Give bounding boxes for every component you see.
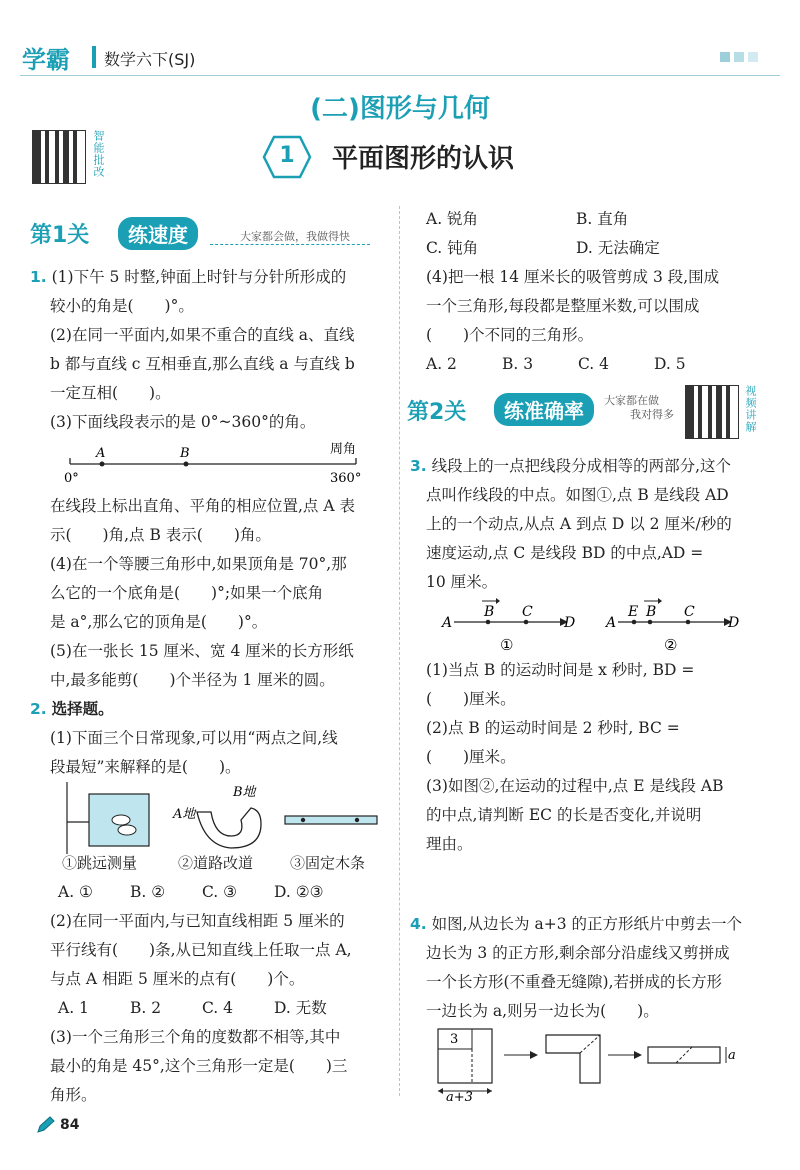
level-2-slogan-2: 我对得多 (630, 408, 674, 421)
q2-1-line1: (1)下面三个日常现象,可以用“两点之间,线 (50, 729, 338, 747)
section-title: (二)图形与几何 (310, 94, 490, 124)
q3-3-line3: 理由。 (426, 835, 473, 853)
option[interactable]: B. 3 (502, 355, 534, 373)
q4-line2: 边长为 3 的正方形,剩余部分沿虚线又剪拼成 (426, 944, 730, 962)
option[interactable]: D. 无数 (274, 999, 327, 1017)
zero-degree-label: 0° (64, 471, 79, 486)
option[interactable]: C. ③ (202, 883, 238, 901)
q2-1-options (30, 878, 390, 907)
q1-4-line1: (4)在一个等腰三角形中,如果顶角是 70°,那 (50, 555, 347, 573)
full-angle-label: 周角 (330, 442, 357, 457)
q2-2-line1: (2)在同一平面内,与已知直线相距 5 厘米的 (50, 912, 345, 930)
q3-2-line2: ( )厘米。 (426, 748, 516, 766)
option[interactable]: A. ① (58, 883, 93, 901)
fig1-point-c: C (522, 604, 533, 620)
right-column-3 (410, 656, 780, 859)
q2-2-line2: 平行线有( )条,从已知直线上任取一点 A, (50, 941, 352, 959)
q3-line1: 线段上的一点把线段分成相等的两部分,这个 (431, 457, 732, 475)
column-divider (399, 206, 400, 1096)
point-b-label: B (180, 446, 190, 461)
q2-4-line2: 一个三角形,每段都是整厘米数,可以围成 (426, 297, 700, 315)
fig1-point-a: A (442, 615, 453, 631)
left-column-3 (30, 878, 390, 1110)
fig1-caption: ① (500, 636, 514, 654)
q2-4-line1: (4)把一根 14 厘米长的吸管剪成 3 段,围成 (426, 268, 720, 286)
q1-3-line1: (3)下面线段表示的是 0°~360°的角。 (50, 413, 316, 431)
q1-5-line2: 中,最多能剪( )个半径为 1 厘米的圆。 (50, 671, 335, 689)
page-number: 84 (60, 1117, 80, 1133)
q3-3-line1: (3)如图②,在运动的过程中,点 E 是线段 AB (426, 777, 724, 795)
level-2-label: 第2关 (407, 400, 467, 425)
option[interactable]: C. 4 (202, 999, 234, 1017)
q1-1-line1: (1)下午 5 时整,钟面上时针与分针所形成的 (51, 268, 347, 286)
q2-2-line3: 与点 A 相距 5 厘米的点有( )个。 (50, 970, 305, 988)
q2-2-options (30, 994, 390, 1023)
qr-label: 智能批改 (92, 130, 105, 178)
option[interactable]: B. 直角 (576, 210, 629, 228)
q3-1-line2: ( )厘米。 (426, 690, 516, 708)
fig4-side-3: 3 (450, 1032, 459, 1047)
q1-4-line3: 是 a°,那么它的顶角是( )°。 (50, 613, 268, 631)
fig2-point-e: E (628, 604, 639, 620)
q4-line1: 如图,从边长为 a+3 的正方形纸片中剪去一个 (431, 915, 742, 933)
q4-line4: 一边长为 a,则另一边长为( )。 (426, 1002, 659, 1020)
q2-4-line3: ( )个不同的三角形。 (426, 326, 594, 344)
q1-1-line2: 较小的角是( )°。 (50, 297, 194, 315)
q3-line3: 上的一个动点,从点 A 到点 D 以 2 厘米/秒的 (426, 515, 732, 533)
fig1-point-d: D (564, 615, 576, 631)
q2-1-line2: 段最短”来解释的是( )。 (50, 758, 241, 776)
angle-segment-diagram (60, 440, 370, 488)
q4-line3: 一个长方形(不重叠无缝隙),若拼成的长方形 (426, 973, 723, 991)
q2-heading: 选择题。 (51, 700, 114, 718)
option[interactable]: C. 钝角 (426, 239, 479, 257)
fig2-point-a: A (606, 615, 617, 631)
option[interactable]: A. 1 (58, 999, 89, 1017)
header-rule (20, 75, 780, 76)
header-square (720, 52, 730, 62)
fig2-point-c: C (684, 604, 695, 620)
left-column (30, 263, 390, 437)
option[interactable]: D. ②③ (274, 883, 324, 901)
q3-line2: 点叫作线段的中点。如图①,点 B 是线段 AD (426, 486, 729, 504)
segment-figures (440, 596, 780, 654)
q3-line5: 10 厘米。 (426, 573, 498, 591)
q1-3-line3: 示( )角,点 B 表示( )角。 (50, 526, 271, 544)
question-number: 3. (410, 457, 427, 475)
option[interactable]: B. ② (130, 883, 166, 901)
qr-label: 视频讲解 (744, 385, 757, 433)
level-1-slogan: 大家都会做，我做得快 (240, 230, 350, 243)
level-2-badge: 练准确率 (494, 393, 594, 426)
header-divider (92, 46, 96, 68)
question-number: 4. (410, 915, 427, 933)
question-number: 1. (30, 268, 47, 286)
point-a-label: A (96, 446, 106, 461)
subject-label: 数学六下(SJ) (104, 50, 196, 69)
option[interactable]: B. 2 (130, 999, 162, 1017)
q3-line4: 速度运动,点 C 是线段 BD 的中点,AD = (426, 544, 704, 562)
q2-3-line3: 角形。 (50, 1086, 97, 1104)
level-1-badge: 练速度 (118, 217, 198, 250)
q2-3-line2: 最小的角是 45°,这个三角形一定是( )三 (50, 1057, 348, 1075)
square-cut-figure (430, 1025, 750, 1103)
fig2-point-d: D (728, 615, 740, 631)
header-square (734, 52, 744, 62)
q1-3-line2: 在线段上标出直角、平角的相应位置,点 A 表 (50, 497, 355, 515)
option[interactable]: C. 4 (578, 355, 610, 373)
right-column (410, 205, 780, 379)
place-b-label: B地 (233, 785, 256, 800)
fig4-side-a: a (728, 1048, 736, 1063)
q1-2-line1: (2)在同一平面内,如果不重合的直线 a、直线 (50, 326, 355, 344)
option[interactable]: D. 5 (654, 355, 686, 373)
qr-code-icon[interactable] (685, 385, 739, 439)
fig2-caption: ② (664, 636, 678, 654)
fig4-side-a-plus-3: a+3 (446, 1090, 473, 1103)
left-column-2 (30, 492, 390, 782)
picture-caption-1: ①跳远测量 (62, 854, 138, 872)
brand-logo: 学霸 (22, 46, 70, 74)
topic-number: 1 (279, 143, 295, 168)
fig1-point-b: B (484, 604, 495, 620)
option[interactable]: D. 无法确定 (576, 239, 660, 257)
everyday-phenomena-pictures (55, 780, 395, 856)
q3-3-line2: 的中点,请判断 EC 的长是否变化,并说明 (426, 806, 702, 824)
picture-caption-3: ③固定木条 (290, 854, 366, 872)
q1-5-line1: (5)在一张长 15 厘米、宽 4 厘米的长方形纸 (50, 642, 354, 660)
q1-2-line3: 一定互相( )。 (50, 384, 171, 402)
three-sixty-label: 360° (330, 471, 362, 486)
right-column-2 (410, 452, 780, 597)
q2-3-options-row1 (410, 205, 780, 234)
q2-3-line1: (3)一个三角形三个角的度数都不相等,其中 (50, 1028, 341, 1046)
option[interactable]: A. 2 (426, 355, 457, 373)
fig2-point-b: B (646, 604, 657, 620)
q2-4-options (410, 350, 780, 379)
question-number: 2. (30, 700, 47, 718)
level-2-slogan-1: 大家都在做 (604, 394, 659, 407)
pencil-icon (36, 1116, 56, 1134)
place-a-label: A地 (173, 807, 196, 822)
level-1-underline (210, 244, 370, 245)
option[interactable]: A. 锐角 (426, 210, 479, 228)
right-column-4 (410, 910, 780, 1026)
q2-3-options-row2 (410, 234, 780, 263)
header-square (748, 52, 758, 62)
q1-2-line2: b 都与直线 c 互相垂直,那么直线 a 与直线 b (50, 355, 355, 373)
level-1-label: 第1关 (30, 223, 90, 248)
picture-caption-2: ②道路改道 (178, 854, 254, 872)
q3-2-line1: (2)点 B 的运动时间是 2 秒时, BC = (426, 719, 680, 737)
q1-4-line2: 么它的一个底角是( )°;如果一个底角 (50, 584, 324, 602)
topic-title: 平面图形的认识 (332, 144, 515, 174)
q3-1-line1: (1)当点 B 的运动时间是 x 秒时, BD = (426, 661, 695, 679)
qr-code-icon[interactable] (32, 130, 86, 184)
